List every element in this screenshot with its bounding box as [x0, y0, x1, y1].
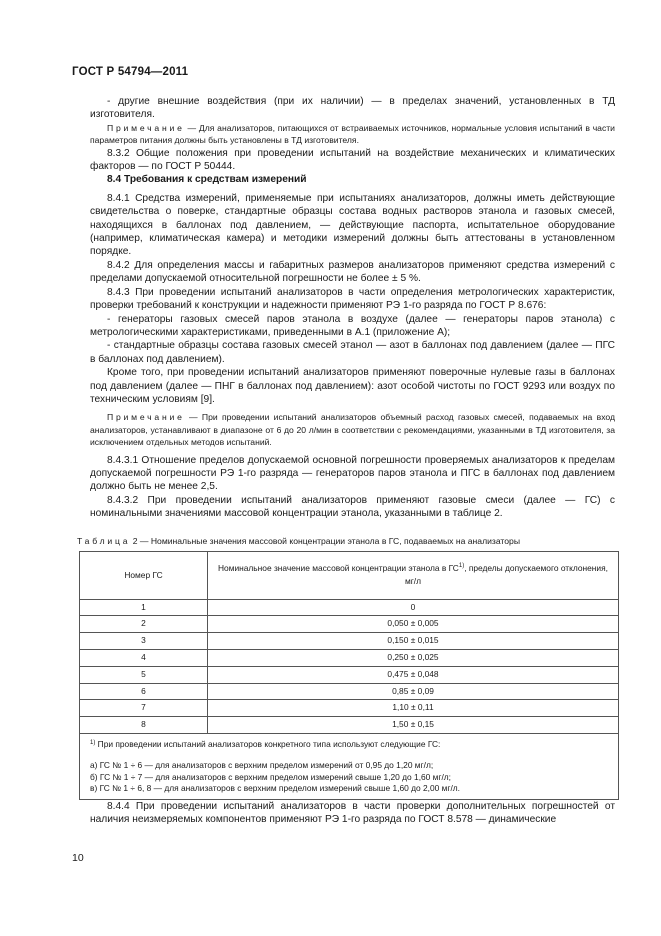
gs-number: 2	[80, 616, 208, 633]
paragraph-8-4-4: 8.4.4 При проведении испытаний анализаторов в части проверки дополнительных погрешностей от наличия неизмеряемых компонентов применяют РЭ 1-го разряда по ГОСТ 8.578 — динамические	[90, 800, 615, 825]
gs-number: 5	[80, 666, 208, 683]
paragraph-8-4-2: 8.4.2 Для определения массы и габаритных размеров анализаторов применяют средства измерений с пределами допускаемой относительной погрешности не более ± 5 %.	[90, 259, 615, 285]
gs-number: 8	[80, 717, 208, 734]
footnote-mark: 1)	[90, 739, 96, 746]
gs-value: 0	[208, 599, 619, 616]
gs-number: 4	[80, 649, 208, 666]
note-label: Примечание	[107, 412, 185, 423]
gs-number: 7	[80, 700, 208, 717]
table-row	[80, 683, 619, 700]
gs-number: 6	[80, 683, 208, 700]
gs-value: 0,250 ± 0,025	[208, 649, 619, 666]
document-body	[77, 95, 615, 826]
header-concentration: Номинальное значение массовой концентрации этанола в ГС$^{1)}$, пределы допускаемого отклонения, мг/л	[208, 551, 619, 599]
footnote-intro: $^{1)}$ При проведении испытаний анализаторов конкретного типа используют следующие ГС:	[90, 738, 441, 749]
table-row	[80, 649, 619, 666]
header-gs-number: Номер ГС	[80, 551, 208, 599]
paragraph-8-4-1: 8.4.1 Средства измерений, применяемые при испытаниях анализаторов, должны иметь действующие свидетельства о поверке, стандартные образцы состава водных растворов этанола и газовых смесей, находящихся в баллонах под давлением, — действующие паспорта, испытательное оборудование (например, климатическая камера) и методики измерений должны быть аттестованы в установленном порядке.	[90, 192, 615, 258]
page-header: ГОСТ Р 54794—2011	[72, 66, 189, 78]
note-flow-rate	[90, 411, 615, 448]
paragraph-other-influences: - другие внешние воздействия (при их наличии) — в пределах значений, установленных в ТД изготовителя.	[90, 96, 615, 121]
table-footnote-row	[80, 733, 619, 799]
paragraph-8-4-3: 8.4.3 При проведении испытаний анализаторов в части определения метрологических характеристик, проверки требований к конструкции и надежности применяют РЭ 1-го разряда по ГОСТ Р 8.676:	[90, 286, 615, 312]
paragraph-8-3-2: 8.3.2 Общие положения при проведении испытаний на воздействие механических и климатических факторов — по ГОСТ Р 50444.	[90, 147, 615, 173]
footnote-item-a: а) ГС № 1 ÷ 6 — для анализаторов с верхним пределом измерений от 0,95 до 1,20 мг/л;	[90, 760, 434, 771]
list-item-generators: - генераторы газовых смесей паров этанола в воздухе (далее — генераторы паров этанола) с метрологическими характеристиками, приведенными в А.1 (приложение А);	[90, 313, 615, 338]
table-header-row	[80, 551, 619, 599]
table-row	[80, 599, 619, 616]
table-footnote	[80, 733, 619, 799]
gas-mixtures-table	[79, 551, 619, 800]
table-caption-text: 2 — Номинальные значения массовой концентрации этанола в ГС, подаваемых на анализаторы	[132, 535, 520, 546]
gs-value: 0,050 ± 0,005	[208, 616, 619, 633]
table-caption	[77, 535, 617, 547]
gs-value: 0,150 ± 0,015	[208, 633, 619, 650]
gs-number: 1	[80, 599, 208, 616]
paragraph-8-4-3-1: 8.4.3.1 Отношение пределов допускаемой основной погрешности проверяемых анализаторов к пределам допускаемой погрешности РЭ 1-го разряда — генераторов паров этанола и ПГС в баллонах под давлением должно быть не менее 2,5.	[90, 454, 615, 493]
paragraph-8-4-3-2: 8.4.3.2 При проведении испытаний анализаторов применяют газовые смеси (далее — ГС) с номинальными значениями массовой концентрации этанола, указанными в таблице 2.	[90, 494, 615, 520]
table-caption-label: Таблица	[77, 535, 131, 546]
table-row	[80, 717, 619, 734]
note-label: Примечание	[107, 122, 185, 133]
note-text: — Для анализаторов, питающихся от встраиваемых источников, нормальные условия испытаний в части параметров питания должны быть установлены в ТД изготовителя.	[90, 122, 615, 146]
paragraph-zero-gases: Кроме того, при проведении испытаний анализаторов применяют поверочные нулевые газы в баллонах под давлением (далее — ПНГ в баллонах под давлением): азот особой чистоты по ГОСТ 9293 или воздух по техническим условиям [9].	[90, 367, 615, 405]
table-row	[80, 633, 619, 650]
page-number: 10	[72, 852, 84, 864]
gs-value: 1,10 ± 0,11	[208, 700, 619, 717]
table-row	[80, 616, 619, 633]
footnote-item-c: в) ГС № 1 ÷ 6, 8 — для анализаторов с верхним пределом измерений свыше 1,60 до 2,00 мг/л.	[90, 783, 460, 794]
list-item-standard-samples: - стандартные образцы состава газовых смесей этанол — азот в баллонах под давлением (далее — ПГС в баллонах под давлением).	[90, 340, 615, 365]
gs-value: 0,85 ± 0,09	[208, 683, 619, 700]
table-row	[80, 666, 619, 683]
footnote-item-b: б) ГС № 1 ÷ 7 — для анализаторов с верхним пределом измерений свыше 1,20 до 1,60 мг/л;	[90, 771, 452, 782]
footnote-ref: 1)	[458, 563, 465, 570]
gs-value: 0,475 ± 0,048	[208, 666, 619, 683]
note-text: — При проведении испытаний анализаторов объемный расход газовых смесей, подаваемых на вход анализаторов, устанавливают в диапазоне от 6 до 20 л/мин в соответствии с рекомендациями, указанными в ТД изготовителя, за исключением отдельных методов испытаний.	[90, 412, 615, 448]
gs-number: 3	[80, 633, 208, 650]
gs-value: 1,50 ± 0,15	[208, 717, 619, 734]
section-heading-8-4: 8.4 Требования к средствам измерений	[107, 174, 307, 186]
note-power-supply	[90, 122, 615, 147]
table-row	[80, 700, 619, 717]
